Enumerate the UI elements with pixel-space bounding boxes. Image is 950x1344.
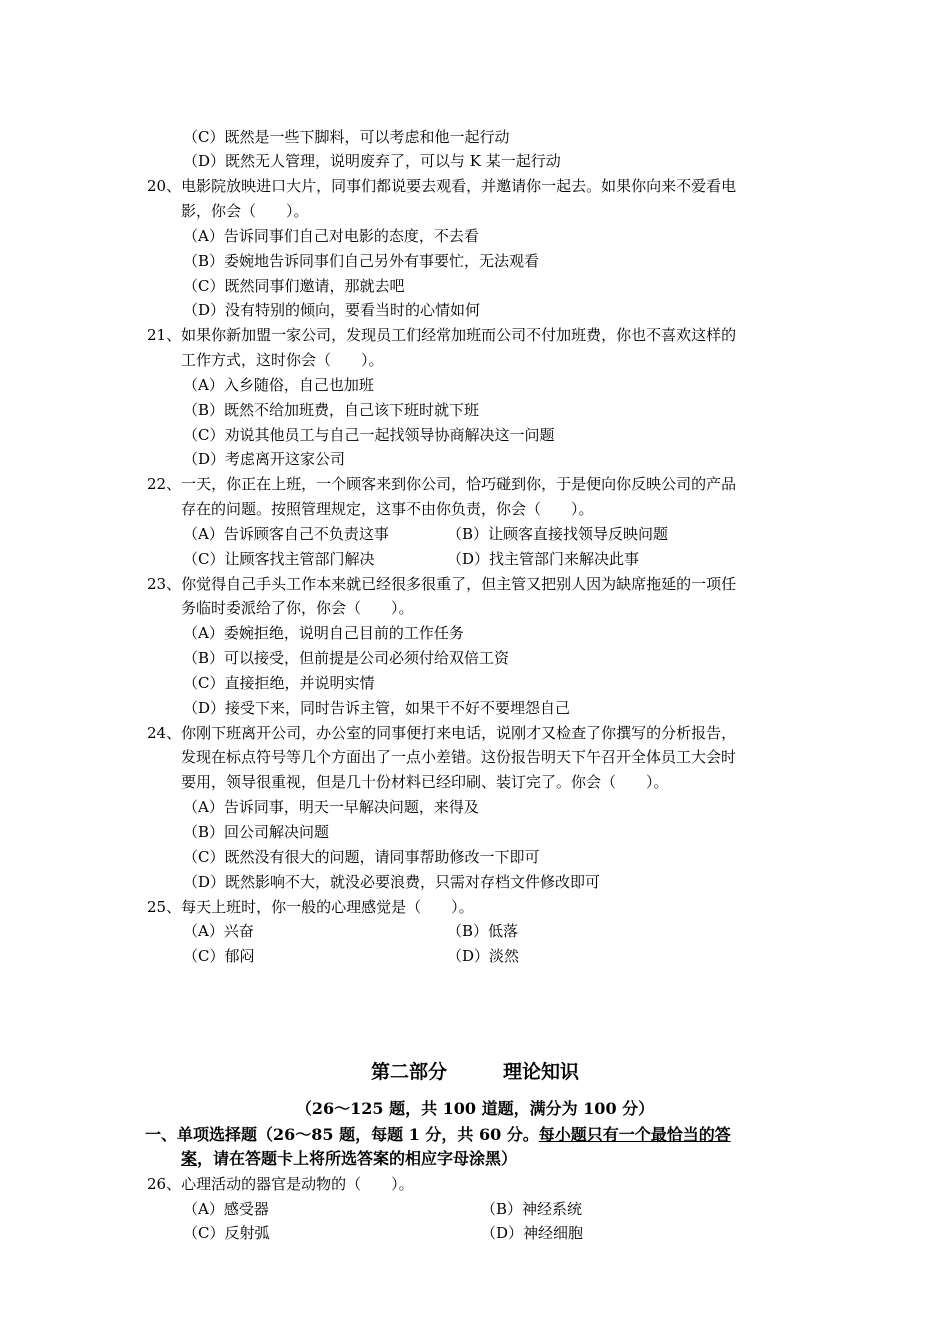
- q23-stem-line1: 23、你觉得自己手头工作本来就已经很多很重了，但主管又把别人因为缺席拖延的一项任: [147, 575, 737, 593]
- q24-option-d: （D）既然影响不大，就没必要浪费，只需对存档文件修改即可: [183, 873, 601, 891]
- q20-option-a: （A）告诉同事们自己对电影的态度，不去看: [183, 227, 479, 245]
- q22-stem-line1: 22、一天，你正在上班，一个顾客来到你公司，恰巧碰到你，于是便向你反映公司的产品: [147, 475, 737, 493]
- q23-option-d: （D）接受下来，同时告诉主管，如果干不好不要埋怨自己: [183, 699, 571, 717]
- q24-option-c: （C）既然没有很大的问题，请同事帮助修改一下即可: [183, 848, 540, 866]
- section-heading-line1: [145, 1123, 731, 1147]
- q25-option-b: （B）低落: [447, 922, 519, 940]
- q21-option-c: （C）劝说其他员工与自己一起找领导协商解决这一问题: [183, 426, 555, 444]
- q23-option-b: （B）可以接受，但前提是公司必须付给双倍工资: [183, 649, 510, 667]
- q21-option-b: （B）既然不给加班费，自己该下班时就下班: [183, 401, 480, 419]
- q24-stem-line2: 发现在标点符号等几个方面出了一点小差错。这份报告明天下午召开全体员工大会时: [181, 748, 737, 766]
- q23-option-c: （C）直接拒绝，并说明实情: [183, 674, 375, 692]
- q22-option-b: （B）让顾客直接找领导反映问题: [447, 525, 669, 543]
- q24-stem-line3: 要用，领导很重视，但是几十份材料已经印刷、装订完了。你会（ ）。: [181, 773, 669, 791]
- q22-stem-line2: 存在的问题。按照管理规定，这事不由你负责，你会（ ）。: [181, 500, 594, 518]
- q20-option-b: （B）委婉地告诉同事们自己另外有事要忙，无法观看: [183, 252, 540, 270]
- part-title-left: 第二部分: [370, 1061, 447, 1083]
- q22-option-d: （D）找主管部门来解决此事: [447, 550, 640, 568]
- q19-option-d: （D）既然无人管理，说明废弃了，可以与 K 某一起行动: [183, 152, 561, 170]
- q24-option-a: （A）告诉同事，明天一早解决问题，来得及: [183, 798, 479, 816]
- section-heading-line2: [181, 1147, 517, 1171]
- q22-option-c: （C）让顾客找主管部门解决: [183, 550, 375, 568]
- part-subtitle: （26～125 题，共 100 道题，满分为 100 分）: [295, 1099, 655, 1118]
- section-heading-underlined: 每小题只有一个最恰当的答: [538, 1125, 731, 1144]
- q26-option-b: （B）神经系统: [481, 1200, 583, 1218]
- q25-stem-line1: 25、每天上班时，你一般的心理感觉是（ ）。: [147, 898, 474, 916]
- q23-stem-line2: 务临时委派给了你，你会（ ）。: [181, 599, 414, 617]
- q23-option-a: （A）委婉拒绝，说明自己目前的工作任务: [183, 624, 464, 642]
- section-heading-underlined-2: 案: [181, 1149, 198, 1168]
- part-title-right: 理论知识: [503, 1061, 580, 1083]
- q26-stem-line1: 26、心理活动的器官是动物的（ ）。: [147, 1175, 414, 1193]
- q20-option-d: （D）没有特别的倾向，要看当时的心情如何: [183, 301, 481, 319]
- q25-option-c: （C）郁闷: [183, 947, 255, 965]
- q24-option-b: （B）回公司解决问题: [183, 823, 330, 841]
- q26-option-d: （D）神经细胞: [481, 1224, 584, 1242]
- q26-option-a: （A）感受器: [183, 1200, 269, 1218]
- q21-option-d: （D）考虑离开这家公司: [183, 450, 346, 468]
- q22-option-a: （A）告诉顾客自己不负责这事: [183, 525, 389, 543]
- q21-stem-line2: 工作方式，这时你会（ ）。: [181, 351, 384, 369]
- section-heading-text-2: ，请在答题卡上将所选答案的相应字母涂黑）: [197, 1149, 518, 1168]
- part-title: [0, 1057, 950, 1087]
- section-heading-text: 一、单项选择题（26～85 题，每题 1 分，共 60 分。: [145, 1125, 539, 1144]
- q20-stem-line2: 影，你会（ ）。: [181, 202, 309, 220]
- q24-stem-line1: 24、你刚下班离开公司，办公室的同事便打来电话，说刚才又检查了你撰写的分析报告，: [147, 724, 737, 742]
- q21-stem-line1: 21、如果你新加盟一家公司，发现员工们经常加班而公司不付加班费，你也不喜欢这样的: [147, 326, 737, 344]
- q25-option-a: （A）兴奋: [183, 922, 254, 940]
- q21-option-a: （A）入乡随俗，自己也加班: [183, 376, 374, 394]
- q19-option-c: （C）既然是一些下脚料，可以考虑和他一起行动: [183, 128, 510, 146]
- q25-option-d: （D）淡然: [447, 947, 520, 965]
- q20-stem-line1: 20、电影院放映进口大片，同事们都说要去观看，并邀请你一起去。如果你向来不爱看电: [147, 177, 737, 195]
- q20-option-c: （C）既然同事们邀请，那就去吧: [183, 277, 405, 295]
- q26-option-c: （C）反射弧: [183, 1224, 270, 1242]
